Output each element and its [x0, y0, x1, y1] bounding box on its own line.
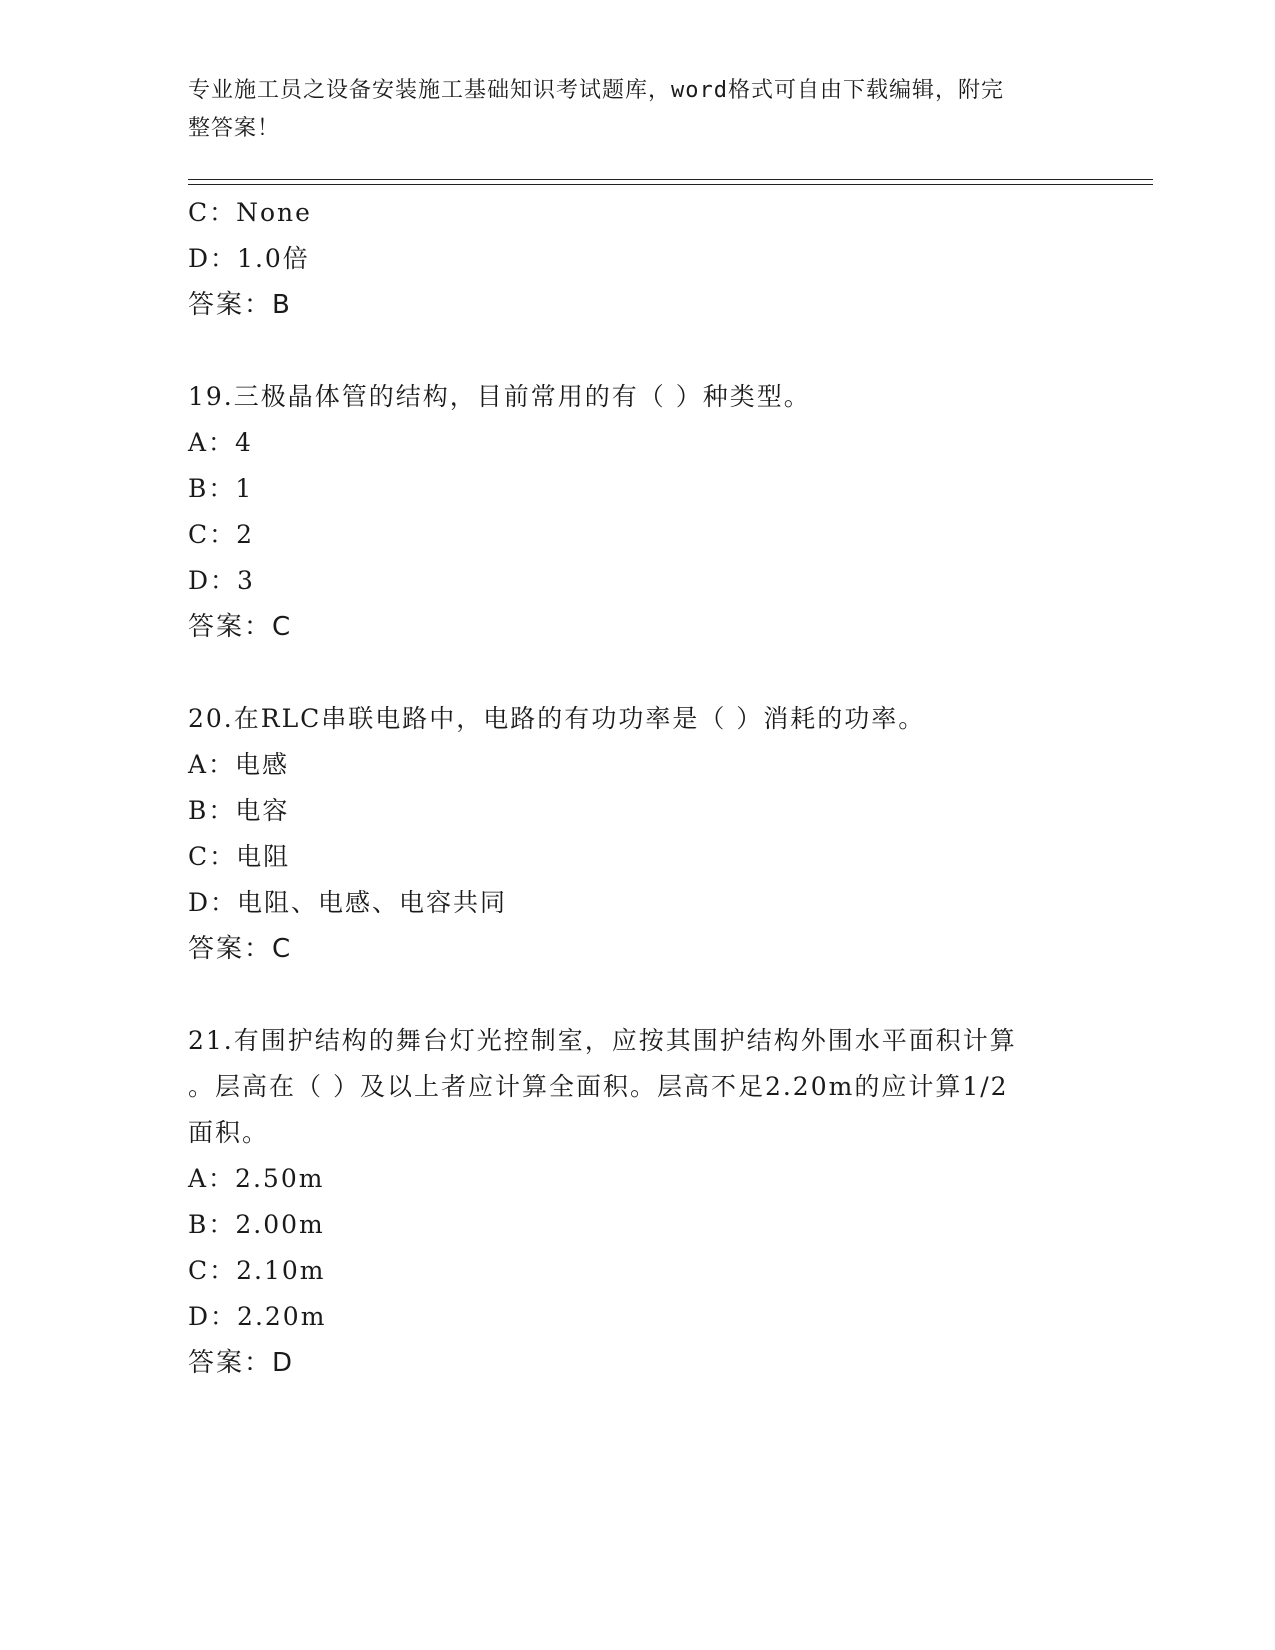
option-b: B：电容 [188, 796, 290, 825]
option-b: B：1 [188, 474, 254, 503]
question-text-line-1: 21.有围护结构的舞台灯光控制室，应按其围护结构外围水平面积计算 [188, 1026, 1017, 1055]
document-header [188, 72, 1068, 148]
answer-label: 答案：C [188, 934, 293, 964]
option-d: D：3 [188, 566, 255, 595]
answer-label: 答案：D [188, 1348, 295, 1378]
question-text-line-2: 。层高在（ ）及以上者应计算全面积。层高不足2.20m的应计算1/2 [188, 1072, 1009, 1101]
question-block-20 [188, 696, 1088, 972]
question-text: 20.在RLC串联电路中，电路的有功功率是（ ）消耗的功率。 [188, 704, 926, 733]
option-c: C：电阻 [188, 842, 291, 871]
question-block-19 [188, 374, 1088, 650]
header-title-line-2: 整答案！ [188, 116, 281, 141]
question-text: 19.三极晶体管的结构，目前常用的有（ ）种类型。 [188, 382, 811, 411]
option-d: D：2.20m [188, 1302, 327, 1331]
option-b: B：2.00m [188, 1210, 325, 1239]
question-block-21 [188, 1018, 1088, 1386]
answer-label: 答案：C [188, 612, 293, 642]
option-a: A：电感 [188, 750, 290, 779]
header-divider-top [188, 179, 1153, 180]
header-title-line-1: 专业施工员之设备安装施工基础知识考试题库，word格式可自由下载编辑，附完 [188, 78, 1004, 103]
header-divider-bottom [188, 184, 1153, 185]
option-a: A：4 [188, 428, 253, 457]
option-d: D：电阻、电感、电容共同 [188, 888, 508, 917]
option-c: C：None [188, 198, 312, 227]
question-block-18 [188, 190, 1088, 328]
answer-label: 答案：B [188, 290, 292, 320]
option-d: D：1.0倍 [188, 244, 310, 273]
question-text-line-3: 面积。 [188, 1118, 270, 1147]
option-a: A：2.50m [188, 1164, 325, 1193]
option-c: C：2 [188, 520, 255, 549]
option-c: C：2.10m [188, 1256, 326, 1285]
question-content [188, 190, 1088, 1386]
